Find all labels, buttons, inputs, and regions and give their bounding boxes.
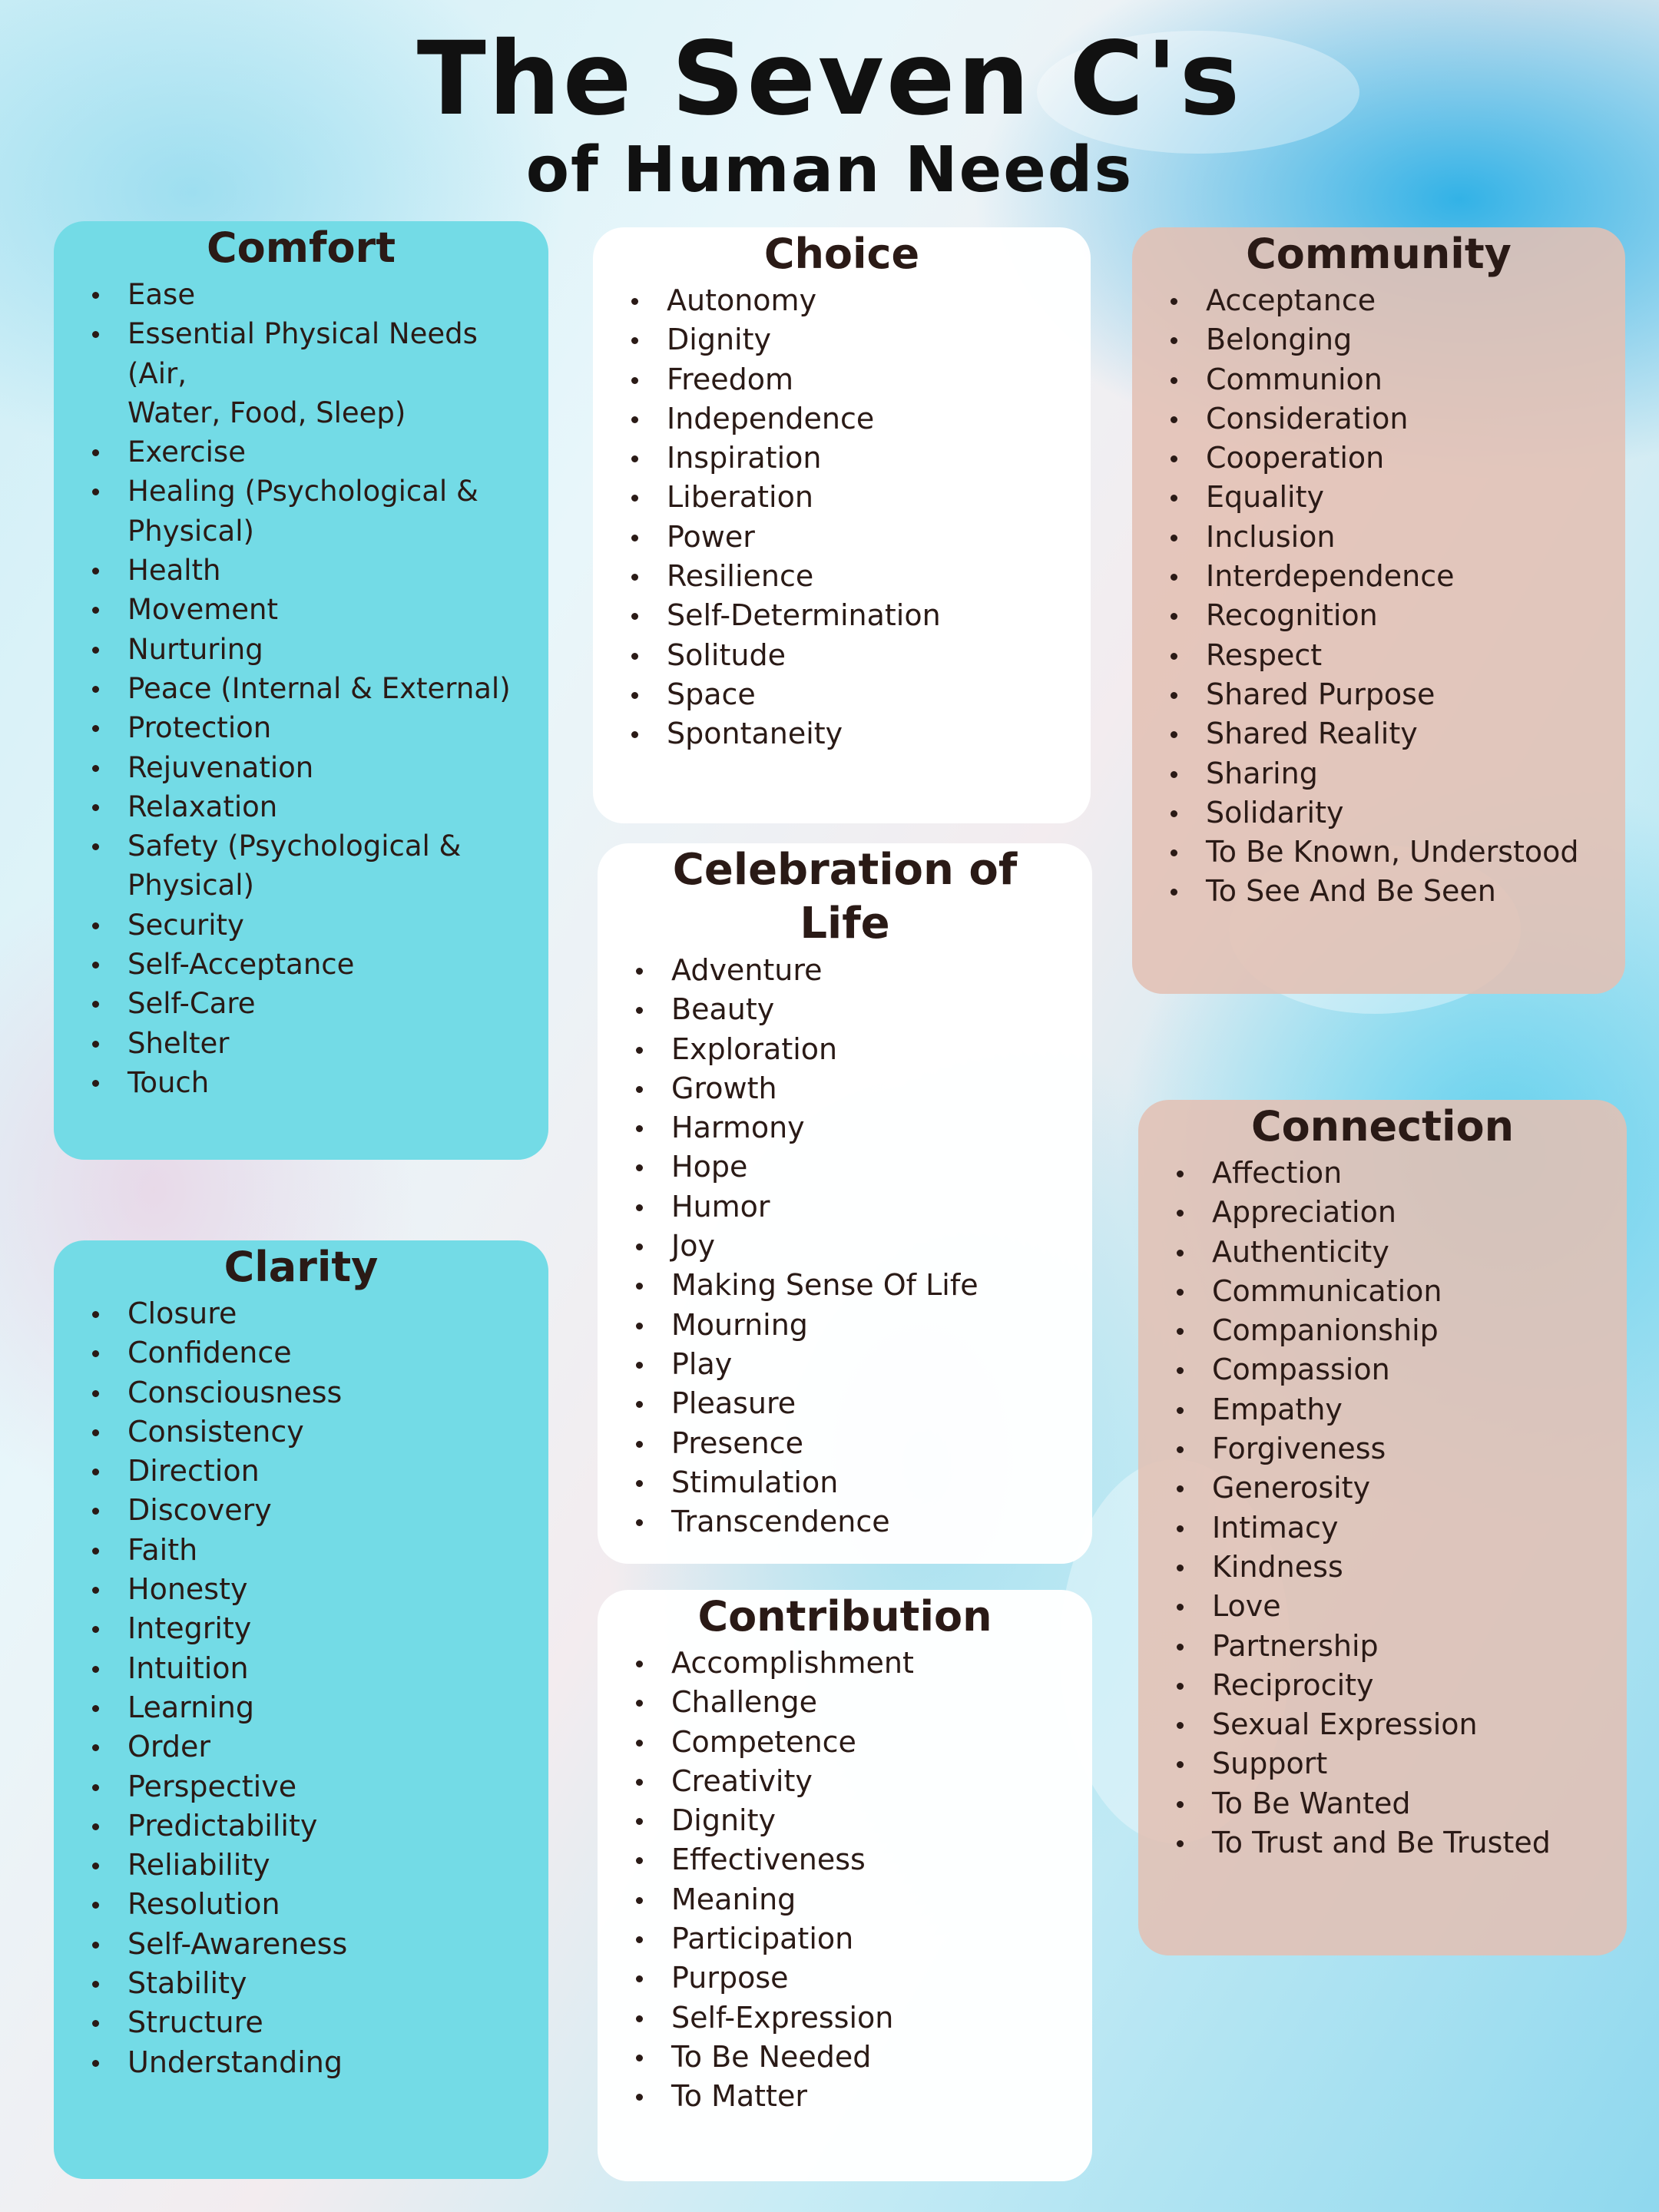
- list-item: Love: [1169, 1587, 1611, 1626]
- list-item: Partnership: [1169, 1627, 1611, 1666]
- list-item: Learning: [84, 1688, 533, 1727]
- list-item: Independence: [624, 399, 1075, 439]
- list-item: Structure: [84, 2003, 533, 2042]
- list-item: Solidarity: [1163, 793, 1610, 833]
- card-heading: Comfort: [206, 224, 396, 272]
- list-item: Reliability: [84, 1846, 533, 1885]
- list-item: Direction: [84, 1452, 533, 1491]
- list-item: To See And Be Seen: [1163, 872, 1610, 911]
- list-item: Respect: [1163, 636, 1610, 675]
- card-heading: Community: [1246, 230, 1512, 278]
- list-item: Empathy: [1169, 1390, 1611, 1429]
- needs-list: [1178, 281, 1610, 912]
- list-item: Exercise: [84, 432, 533, 472]
- list-item: Shared Reality: [1163, 714, 1610, 753]
- needs-list: [644, 951, 1077, 1541]
- list-item: Harmony: [628, 1108, 1077, 1147]
- list-item: Liberation: [624, 478, 1075, 517]
- list-item: Resolution: [84, 1885, 533, 1924]
- list-item: Freedom: [624, 360, 1075, 399]
- list-item: Making Sense Of Life: [628, 1266, 1077, 1305]
- card-celebration-of-life: [598, 843, 1092, 1564]
- needs-list: [644, 1644, 1077, 2117]
- list-item: Accomplishment: [628, 1644, 1077, 1683]
- list-item: Confidence: [84, 1333, 533, 1373]
- list-item: Purpose: [628, 1959, 1077, 1998]
- list-item: Participation: [628, 1919, 1077, 1959]
- card-heading: Choice: [763, 230, 920, 278]
- list-item: Authenticity: [1169, 1233, 1611, 1272]
- list-item: Shelter: [84, 1024, 533, 1063]
- card-clarity: [54, 1240, 548, 2179]
- list-item: Closure: [84, 1294, 533, 1333]
- list-item: Shared Purpose: [1163, 675, 1610, 714]
- list-item: Interdependence: [1163, 557, 1610, 596]
- list-item: Movement: [84, 590, 533, 629]
- list-item: Self-Care: [84, 984, 533, 1023]
- list-item: Play: [628, 1345, 1077, 1384]
- list-item: Meaning: [628, 1880, 1077, 1919]
- list-item: Healing (Psychological & Physical): [84, 472, 533, 551]
- list-item: Adventure: [628, 951, 1077, 990]
- list-item: Transcendence: [628, 1502, 1077, 1541]
- list-item: Acceptance: [1163, 281, 1610, 320]
- list-item: Compassion: [1169, 1350, 1611, 1389]
- list-item: Forgiveness: [1169, 1429, 1611, 1469]
- needs-list: [100, 1294, 533, 2082]
- list-item: Affection: [1169, 1154, 1611, 1193]
- list-item: Rejuvenation: [84, 748, 533, 787]
- list-item: To Trust and Be Trusted: [1169, 1823, 1611, 1863]
- list-item: Integrity: [84, 1609, 533, 1648]
- list-item: Peace (Internal & External): [84, 669, 533, 708]
- list-item: Nurturing: [84, 630, 533, 669]
- list-item: Presence: [628, 1424, 1077, 1463]
- card-choice: [593, 227, 1091, 823]
- list-item: Intuition: [84, 1649, 533, 1688]
- list-item: Power: [624, 518, 1075, 557]
- list-item: Self-Determination: [624, 596, 1075, 635]
- card-heading: Connection: [1250, 1102, 1515, 1151]
- list-item: To Be Needed: [628, 2038, 1077, 2077]
- card-heading: Clarity: [224, 1243, 379, 1291]
- list-item: Joy: [628, 1227, 1077, 1266]
- list-item: Essential Physical Needs (Air, Water, Food, Sleep): [84, 314, 533, 432]
- list-item: Stimulation: [628, 1463, 1077, 1502]
- list-item: Autonomy: [624, 281, 1075, 320]
- page-title: The Seven C's: [416, 20, 1243, 138]
- page-subtitle: of Human Needs: [525, 134, 1134, 207]
- list-item: Space: [624, 675, 1075, 714]
- list-item: Reciprocity: [1169, 1666, 1611, 1705]
- list-item: Effectiveness: [628, 1840, 1077, 1879]
- list-item: Exploration: [628, 1030, 1077, 1069]
- needs-list: [100, 275, 533, 1102]
- list-item: Dignity: [624, 320, 1075, 359]
- list-item: Belonging: [1163, 320, 1610, 359]
- list-item: To Be Known, Understood: [1163, 833, 1610, 872]
- list-item: Competence: [628, 1723, 1077, 1762]
- list-item: Ease: [84, 275, 533, 314]
- list-item: Stability: [84, 1964, 533, 2003]
- list-item: Spontaneity: [624, 714, 1075, 753]
- list-item: Consistency: [84, 1412, 533, 1452]
- list-item: Recognition: [1163, 596, 1610, 635]
- card-heading: Contribution: [697, 1592, 992, 1641]
- list-item: Kindness: [1169, 1548, 1611, 1587]
- list-item: Self-Acceptance: [84, 945, 533, 984]
- list-item: Health: [84, 551, 533, 590]
- list-item: Predictability: [84, 1806, 533, 1846]
- list-item: Sharing: [1163, 754, 1610, 793]
- list-item: Sexual Expression: [1169, 1705, 1611, 1744]
- list-item: Appreciation: [1169, 1193, 1611, 1232]
- card-community: [1132, 227, 1625, 994]
- list-item: Growth: [628, 1069, 1077, 1108]
- list-item: Solitude: [624, 636, 1075, 675]
- list-item: Humor: [628, 1187, 1077, 1227]
- list-item: Discovery: [84, 1491, 533, 1530]
- list-item: Security: [84, 906, 533, 945]
- list-item: Cooperation: [1163, 439, 1610, 478]
- list-item: Protection: [84, 708, 533, 747]
- list-item: Inclusion: [1163, 518, 1610, 557]
- list-item: Inspiration: [624, 439, 1075, 478]
- list-item: Hope: [628, 1147, 1077, 1187]
- list-item: Creativity: [628, 1762, 1077, 1801]
- list-item: Touch: [84, 1063, 533, 1102]
- list-item: Equality: [1163, 478, 1610, 517]
- list-item: Support: [1169, 1744, 1611, 1783]
- list-item: Faith: [84, 1531, 533, 1570]
- list-item: Resilience: [624, 557, 1075, 596]
- needs-list: [1184, 1154, 1611, 1863]
- needs-list: [639, 281, 1075, 754]
- list-item: Generosity: [1169, 1469, 1611, 1508]
- list-item: Order: [84, 1727, 533, 1767]
- list-item: Understanding: [84, 2043, 533, 2082]
- list-item: Relaxation: [84, 787, 533, 826]
- list-item: Pleasure: [628, 1384, 1077, 1423]
- list-item: Consideration: [1163, 399, 1610, 439]
- list-item: Perspective: [84, 1767, 533, 1806]
- list-item: Self-Awareness: [84, 1925, 533, 1964]
- list-item: Intimacy: [1169, 1508, 1611, 1548]
- card-connection: [1138, 1100, 1627, 1955]
- card-heading: Celebration of Life: [672, 845, 1018, 949]
- list-item: Companionship: [1169, 1311, 1611, 1350]
- list-item: Challenge: [628, 1683, 1077, 1722]
- list-item: Communion: [1163, 360, 1610, 399]
- list-item: Beauty: [628, 990, 1077, 1029]
- list-item: Mourning: [628, 1306, 1077, 1345]
- list-item: Honesty: [84, 1570, 533, 1609]
- list-item: To Be Wanted: [1169, 1784, 1611, 1823]
- list-item: Dignity: [628, 1801, 1077, 1840]
- list-item: Self-Expression: [628, 1998, 1077, 2038]
- list-item: To Matter: [628, 2077, 1077, 2116]
- card-comfort: [54, 221, 548, 1160]
- list-item: Communication: [1169, 1272, 1611, 1311]
- card-contribution: [598, 1590, 1092, 2181]
- list-item: Safety (Psychological & Physical): [84, 826, 533, 906]
- list-item: Consciousness: [84, 1373, 533, 1412]
